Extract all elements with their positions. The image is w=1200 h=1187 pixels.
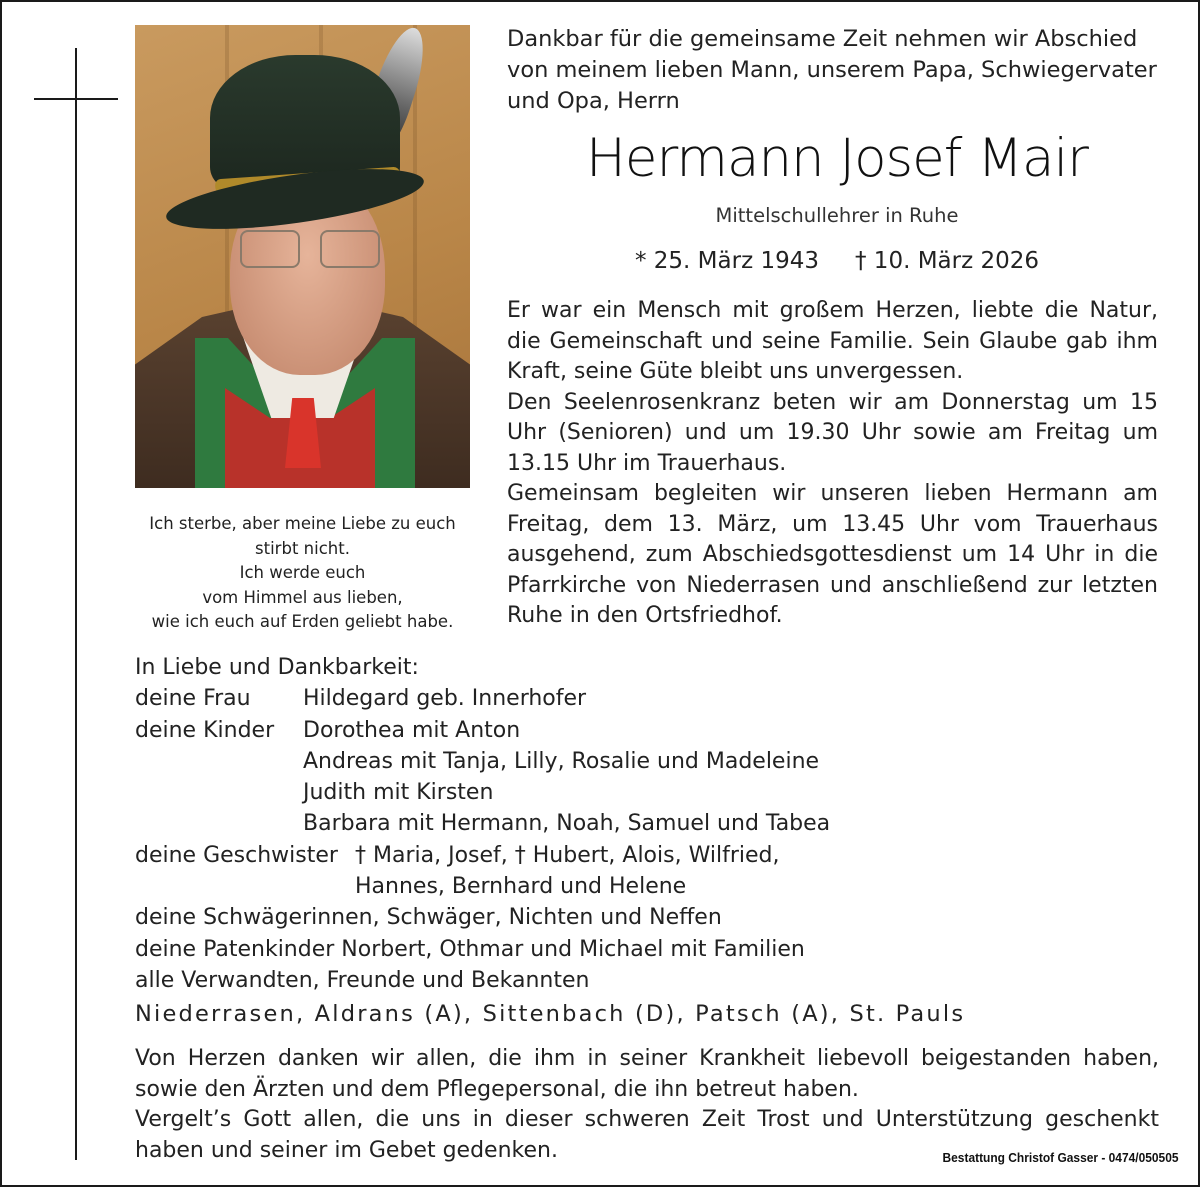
deceased-role: Mittelschullehrer in Ruhe: [715, 204, 959, 227]
child-entry: Dorothea mit Anton: [303, 717, 521, 743]
death-date: † 10. März 2026: [855, 248, 1040, 274]
memorial-quote: [135, 512, 470, 635]
relatives-line: alle Verwandten, Freunde und Bekannten: [135, 967, 590, 993]
quote-line: stirbt nicht.: [255, 538, 350, 558]
quote-line: Ich sterbe, aber meine Liebe zu euch: [149, 514, 456, 533]
paragraph-character: Er war ein Mensch mit großem Herzen, liebte die Natur, die Gemeinschaft und seine Familie. Sein Glaube gab ihm Kraft, seine Güte bleibt uns unvergessen.: [507, 298, 1158, 384]
paragraph-funeral: Gemeinsam begleiten wir unseren lieben Hermann am Freitag, dem 13. März, um 13.45 Uhr vom Trauerhaus ausgehend, zum Abschiedsgottesdienst um 14 Uhr in die Pfarrkirche von Niederrasen und anschließend zur letzten Ruhe in den Ortsfriedhof.: [507, 481, 1158, 628]
paragraph-rosary: Den Seelenrosenkranz beten wir am Donnerstag um 15 Uhr (Senioren) und um 19.30 Uhr sowie am Freitag um 13.15 Uhr im Trauerhaus.: [507, 389, 1158, 476]
intro-text: [507, 24, 1167, 117]
siblings-label: deine Geschwister: [135, 842, 338, 868]
life-dates: [507, 244, 1167, 278]
children-label: deine Kinder: [135, 717, 275, 743]
portrait-photo: [135, 25, 470, 488]
thanks-text: [135, 1044, 1159, 1166]
mourners-heading: In Liebe und Dankbarkeit:: [135, 655, 419, 680]
child-entry: Barbara mit Hermann, Noah, Samuel und Tabea: [303, 811, 831, 837]
birth-date: * 25. März 1943: [634, 248, 819, 274]
cross-horizontal-bar: [34, 98, 118, 100]
intro-line: und Opa, Herrn: [507, 88, 680, 114]
thanks-paragraph: Von Herzen danken wir allen, die ihm in seiner Krankheit liebevoll beigestanden haben, sowie den Ärzten und dem Pflegepersonal, die ihn betreut haben.: [135, 1046, 1159, 1102]
cross-vertical-bar: [75, 48, 77, 1160]
wife-name: Hildegard geb. Innerhofer: [303, 686, 587, 712]
wife-label: deine Frau: [135, 686, 251, 712]
mourners-list: [135, 652, 1175, 996]
intro-line: von meinem lieben Mann, unserem Papa, Schwiegervater: [507, 57, 1157, 83]
child-entry: Andreas mit Tanja, Lilly, Rosalie und Madeleine: [303, 748, 820, 774]
godchildren-line: deine Patenkinder Norbert, Othmar und Michael mit Familien: [135, 936, 805, 962]
places-line: Niederrasen, Aldrans (A), Sittenbach (D), Patsch (A), St. Pauls: [135, 1001, 966, 1027]
deceased-name: Hermann Josef Mair: [586, 128, 1088, 189]
thanks-paragraph: Vergelt’s Gott allen, die uns in dieser schweren Zeit Trost und Unterstützung geschenkt haben und seiner im Gebet gedenken.: [135, 1107, 1159, 1163]
quote-line: Ich werde euch: [239, 563, 366, 582]
siblings-line: Hannes, Bernhard und Helene: [355, 874, 687, 900]
intro-line: Dankbar für die gemeinsame Zeit nehmen wir Abschied: [507, 26, 1138, 52]
quote-line: wie ich euch auf Erden geliebt habe.: [151, 612, 454, 631]
quote-line: vom Himmel aus lieben,: [202, 587, 403, 607]
undertaker-credit: Bestattung Christof Gasser - 0474/050505: [942, 1150, 1178, 1165]
siblings-line: † Maria, Josef, † Hubert, Alois, Wilfried,: [355, 842, 780, 868]
inlaws-line: deine Schwägerinnen, Schwäger, Nichten und Neffen: [135, 905, 722, 931]
child-entry: Judith mit Kirsten: [303, 780, 494, 806]
obituary-text: [507, 296, 1158, 632]
